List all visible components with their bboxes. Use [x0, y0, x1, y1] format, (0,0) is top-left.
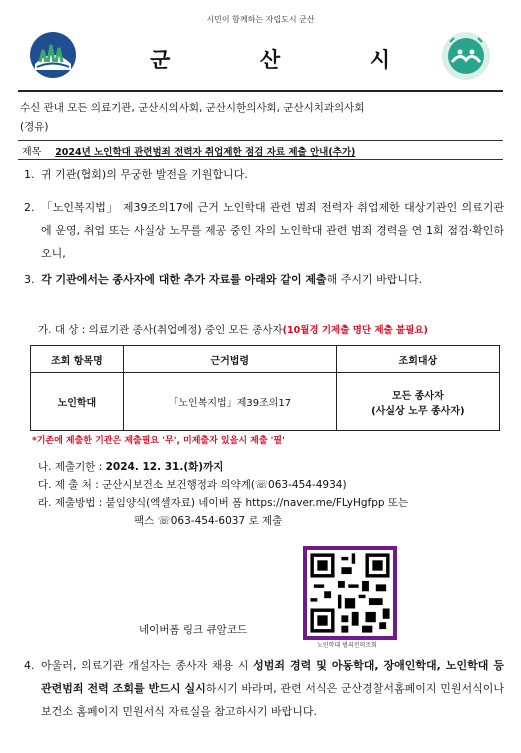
mascot-logo	[440, 30, 492, 82]
paragraph-number: 4.	[24, 659, 35, 672]
paragraph-number: 3.	[24, 273, 35, 286]
paragraph-2	[24, 196, 504, 265]
table-cell-line: (사실상 노무 종사자)	[371, 405, 465, 417]
paragraph-text	[41, 268, 504, 291]
item-recipient-label: 다. 제 출 처	[38, 479, 92, 491]
item-method-value: 붙임양식(엑셀자료) 네이버 폼 https://naver.me/FLyHgfpp 또는	[105, 497, 409, 509]
gunsan-city-logo	[28, 30, 78, 80]
table-row	[31, 373, 500, 431]
recipients: 수신 관내 모든 의료기관, 군산시의사회, 군산시한의사회, 군산시치과의사회	[20, 102, 365, 114]
paragraph-text	[41, 654, 504, 723]
paragraph-3	[24, 268, 504, 291]
item-method-cont: 팩스 ☏063-454-6037 로 제출	[134, 515, 283, 527]
qr-label: 네이버폼 링크 큐알코드	[139, 624, 248, 636]
item-method-label: 라. 제출방법	[38, 497, 96, 509]
item-deadline-label: 나. 제출기한	[38, 461, 96, 473]
paragraph-text: 귀 기관(협회)의 무궁한 발전을 기원합니다.	[41, 168, 248, 181]
slogan: 시민이 함께하는 자립도시 군산	[206, 15, 315, 24]
header-divider	[18, 90, 503, 92]
item-recipient: 다. 제 출 처 : 군산시보건소 보건행정과 의약계(☏063-454-4934)	[38, 479, 347, 491]
item-recipient-value: 군산시보건소 보건행정과 의약계(☏063-454-4934)	[102, 479, 347, 491]
table-header: 근거법령	[123, 346, 336, 373]
paragraph-number: 1.	[24, 168, 35, 181]
qr-caption: 노인학대 범죄전력조회	[317, 642, 377, 649]
paragraph-1	[24, 163, 504, 186]
paragraph-rest: 하시기 바라며, 관련 서식은 군산경찰서홈페이지 민원서식이나 보건소 홈페이지 민원서식 자료실을 참고하시기 바랍니다.	[41, 682, 504, 718]
table-cell: 노인학대	[31, 373, 124, 431]
qr-code-image	[303, 546, 397, 640]
item-deadline-value: 2024. 12. 31.(화)까지	[105, 461, 224, 473]
title-char: 군	[150, 47, 171, 72]
table-cell-line: 모든 종사자	[391, 390, 444, 402]
paragraph-rest: 해 주시기 바랍니다.	[326, 273, 423, 286]
table-cell: 「노인복지법」제39조의17	[123, 373, 336, 431]
title-char: 시	[369, 47, 390, 72]
via: (경유)	[20, 121, 49, 133]
table-note: *기존에 제출한 기관은 제출필요 '무', 미제출자 있을시 제출 '필'	[32, 436, 285, 446]
item-target-label: 가. 대 상 : 의료기관 종사(취업예정) 중인 모든 종사자	[38, 324, 283, 336]
subject-top-rule	[18, 140, 503, 141]
item-deadline: 나. 제출기한 : 2024. 12. 31.(화)까지	[38, 461, 224, 473]
paragraph-number: 2.	[24, 201, 35, 214]
title-char: 산	[259, 47, 281, 72]
item-method: 라. 제출방법 : 붙임양식(엑셀자료) 네이버 폼 https://naver.me/FLyHgfpp 또는	[38, 497, 409, 509]
paragraph-bold: 성범죄 경력 및 아동학대, 장애인학대, 노인학대 등 관련범죄 전력 조회를 반드시 실시	[41, 659, 504, 695]
subject-bottom-rule	[18, 159, 503, 160]
inquiry-table	[30, 345, 500, 431]
paragraph-bold: 각 기관에서는 종사자에 대한 추가 자료를 아래와 같이 제출	[41, 273, 327, 286]
subject	[22, 143, 355, 158]
table-header: 조회대상	[336, 346, 499, 373]
item-target	[38, 322, 428, 337]
subject-text: 2024년 노인학대 관련범죄 전력자 취업제한 점검 자료 제출 안내(추가)	[55, 147, 356, 158]
paragraph-pre: 아울러, 의료기관 개설자는 종사자 채용 시	[41, 659, 254, 672]
document-title	[150, 44, 390, 74]
table-header-row	[31, 346, 500, 373]
table-cell	[336, 373, 499, 431]
table-header: 조회 항목명	[31, 346, 124, 373]
paragraph-text: 「노인복지법」 제39조의17에 근거 노인학대 관련 범죄 전력자 취업제한 대상기관인 의료기관에 운영, 취업 또는 사실상 노무를 제공 중인 자의 노인학대 관련 범죄 경력을 연 1회 점검·확인하오니,	[41, 201, 504, 260]
paragraph-4	[24, 654, 504, 723]
subject-label: 제목	[22, 147, 42, 158]
item-target-note: (10월경 기제출 명단 제출 불필요)	[282, 325, 428, 336]
